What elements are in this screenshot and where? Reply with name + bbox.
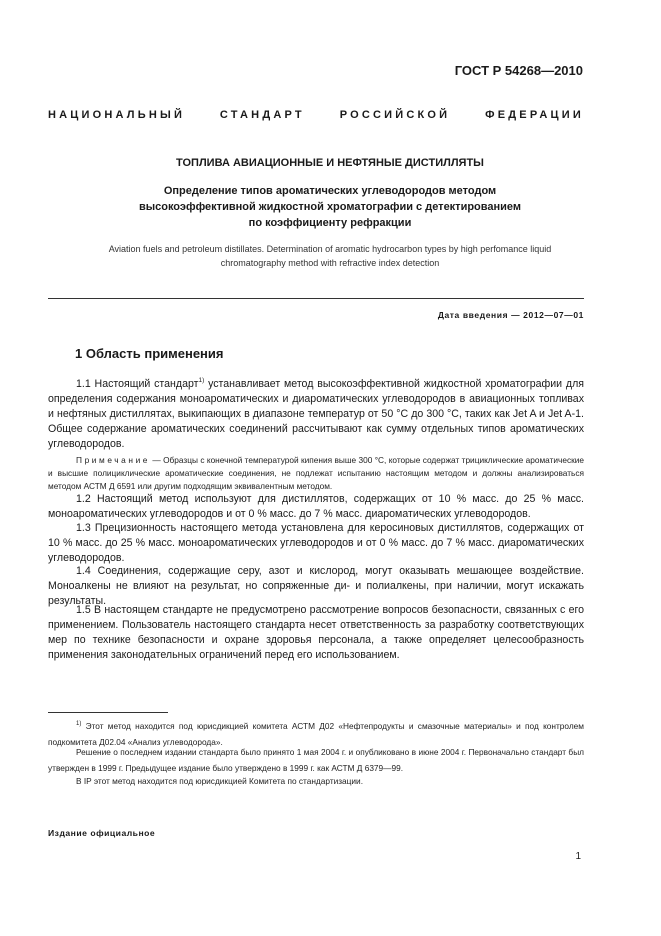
paragraph-1-4: 1.4 Соединения, содержащие серу, азот и кислород, могут оказывать мешающее воздействие. Моноалкены не влияют на результат, но сопряженные ди- и полиалкены, при наличии, могут искажать результаты. <box>48 565 584 607</box>
document-title: ТОПЛИВА АВИАЦИОННЫЕ И НЕФТЯНЫЕ ДИСТИЛЛЯТЫ <box>176 157 484 169</box>
document-subtitle <box>48 183 612 231</box>
paragraph-1-2: 1.2 Настоящий метод используют для дистиллятов, содержащих от 10 % масс. до 25 % масс. моноароматических углеводородов и от 0 % масс. до 7 % масс. диароматических углеводородов. <box>48 493 584 520</box>
page-number: 1 <box>575 851 581 862</box>
footnote-marker: 1) <box>198 377 205 384</box>
footnote-text: Этот метод находится под юрисдикцией комитета АСТМ Д02 «Нефтепродукты и смазочные материалы» и под контролем подкомитета Д02.04 «Анализ углеводорода». <box>48 721 584 747</box>
note <box>48 454 584 493</box>
introduction-date: Дата введения — 2012—07—01 <box>437 310 584 320</box>
paragraph-1-5: 1.5 В настоящем стандарте не предусмотрено рассмотрение вопросов безопасности, связанных с его применением. Пользователь настоящего стандарта несет ответственность за разработку соответствующих мер по технике безопасности и охране здоровья персонала, а также определяет целесообразность применения законодательных ограничений перед его использованием. <box>48 604 584 661</box>
subtitle-line: по коэффициенту рефракции <box>248 217 412 229</box>
footnote-marker: 1) <box>76 721 82 727</box>
document-number: ГОСТ Р 54268—2010 <box>454 63 583 78</box>
footnote-divider <box>48 712 168 713</box>
national-standard-heading: НАЦИОНАЛЬНЫЙ СТАНДАРТ РОССИЙСКОЙ ФЕДЕРАЦИИ <box>48 109 584 121</box>
english-title-line: chromatography method with refractive index detection <box>220 258 440 268</box>
english-title-line: Aviation fuels and petroleum distillates. Determination of aromatic hydrocarbon types by high perfomance liquid <box>108 244 552 254</box>
paragraph-text: 1.1 Настоящий стандарт <box>76 378 199 390</box>
subtitle-line: Определение типов ароматических углеводородов методом <box>163 185 497 197</box>
section-heading: 1 Область применения <box>75 346 224 361</box>
edition-label: Издание официальное <box>48 828 156 838</box>
footnote-3: В IP этот метод находится под юрисдикцией Комитета по стандартизации. <box>76 776 363 786</box>
paragraph-1-3: 1.3 Прецизионность настоящего метода установлена для керосиновых дистиллятов, содержащих от 10 % масс. до 25 % масс. моноароматических углеводородов и от 0 % масс. до 7 % масс. диароматических углеводородов. <box>48 522 584 564</box>
subtitle-line: высокоэффективной жидкостной хроматографии с детектированием <box>138 201 522 213</box>
footnote-2: Решение о последнем издании стандарта было принято 1 мая 2004 г. и опубликовано в июне 2004 г. Первоначально стандарт был утвержден в 1999 г. Предыдущее издание было утверждено в 1999 г. как АСТМ Д 6379—99. <box>48 747 584 773</box>
header-divider <box>48 298 584 299</box>
paragraph-1-1 <box>48 377 584 452</box>
english-title <box>48 242 612 270</box>
note-label: Примечание <box>76 455 151 465</box>
note-text: — Образцы с конечной температурой кипения выше 300 °С, которые содержат трициклические ароматические и высшие полициклические ароматические соединения, не подлежат испытанию настоящим методом и должны анализироваться методом АСТМ Д 6591 или другим подходящим эквивалентным методом. <box>48 455 584 491</box>
paragraph-text: устанавливает метод высокоэффективной жидкостной хроматографии для определения содержания моноароматических и диароматических углеводородов в авиационных топливах и нефтяных дистиллятах, выкипающих в диапазоне температур от 50 °С до 300 °С, таких как Jet A и Jet A-1. Общее содержание ароматических соединений рассчитывают как сумму отдельных типов ароматических углеводородов. <box>48 378 584 450</box>
